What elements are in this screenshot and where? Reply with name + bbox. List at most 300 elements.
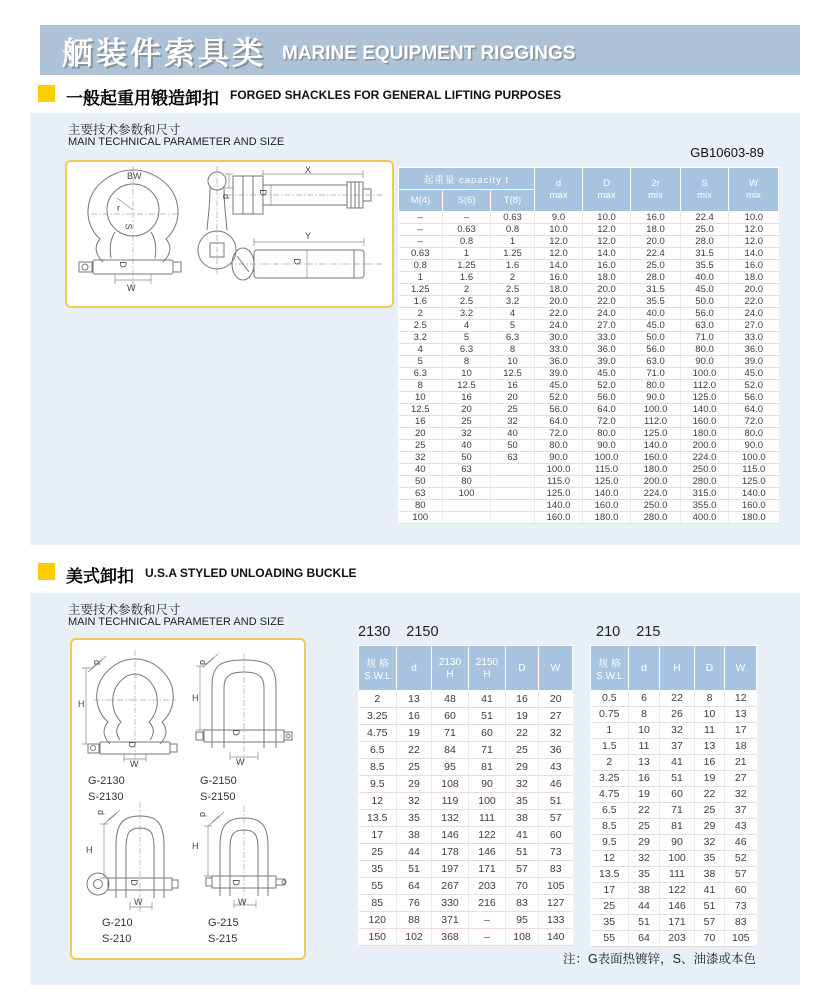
table-cell: 29 [629, 835, 660, 851]
table-cell: 80.0 [729, 428, 779, 440]
table-cell: 83 [725, 915, 757, 931]
table-cell: – [443, 212, 491, 224]
table-cell: 146 [469, 844, 506, 861]
table-cell: 16.0 [535, 272, 583, 284]
table-cell: 56.0 [729, 392, 779, 404]
table-cell: 24.0 [535, 320, 583, 332]
column-header-D: D [506, 646, 539, 691]
table-cell: 25 [506, 742, 539, 759]
table-cell: 0.63 [399, 248, 443, 260]
table-cell: 35 [359, 861, 397, 878]
table-cell: 12 [359, 793, 397, 810]
column-header-2r: 2r mix [631, 168, 681, 212]
table-cell: 41 [695, 883, 725, 899]
table-cell: 1 [443, 248, 491, 260]
param-label-en: MAIN TECHNICAL PARAMETER AND SIZE [68, 136, 285, 148]
page-banner [40, 25, 800, 75]
table-cell: 39.0 [729, 356, 779, 368]
table-row [399, 464, 779, 476]
table-row [591, 899, 757, 915]
table-cell: 112.0 [631, 416, 681, 428]
diagram-caption: G-215 [208, 917, 239, 929]
table-row [591, 819, 757, 835]
dimension-label: D [128, 879, 139, 886]
table-cell: 45.0 [681, 284, 729, 296]
table-cell: 63.0 [681, 320, 729, 332]
table-cell: 203 [660, 931, 695, 947]
table-cell: 127 [539, 895, 573, 912]
table-cell: 8.5 [359, 759, 397, 776]
table-cell: 11 [629, 739, 660, 755]
table-cell: 3.2 [491, 296, 535, 308]
table-cell: 180.0 [681, 428, 729, 440]
table-cell: 22.4 [631, 248, 681, 260]
table-cell: 39.0 [583, 356, 631, 368]
table-cell: 3.25 [359, 708, 397, 725]
table-cell: 16 [399, 416, 443, 428]
table-cell: 22 [506, 725, 539, 742]
table-row [399, 356, 779, 368]
table-row [591, 787, 757, 803]
table-cell [491, 488, 535, 500]
dimension-label: H [86, 845, 93, 855]
table-cell: 18 [725, 739, 757, 755]
table-cell: 71 [660, 803, 695, 819]
table-cell: 85 [359, 895, 397, 912]
table-cell: 4.75 [359, 725, 397, 742]
table-cell: 105 [539, 878, 573, 895]
table-cell: 140 [539, 929, 573, 946]
table-cell: 32 [629, 851, 660, 867]
table-cell: 51 [469, 708, 506, 725]
table-row [399, 344, 779, 356]
section2-panel [30, 593, 800, 985]
table-cell: 0.8 [443, 236, 491, 248]
table-cell: 29 [506, 759, 539, 776]
column-header-D: D max [583, 168, 631, 212]
table-row [359, 776, 573, 793]
table-cell: 29 [397, 776, 432, 793]
table-row [591, 883, 757, 899]
table-row [399, 416, 779, 428]
table-cell: 16 [695, 755, 725, 771]
table-cell: 80.0 [681, 344, 729, 356]
table-cell: 13 [725, 707, 757, 723]
table-cell: 13 [695, 739, 725, 755]
table-cell: 160.0 [583, 500, 631, 512]
table-cell: 57 [539, 810, 573, 827]
table-row [399, 212, 779, 224]
table-cell: 21 [725, 755, 757, 771]
table-cell: 6.3 [443, 344, 491, 356]
table-row [591, 915, 757, 931]
table-cell: 11 [695, 723, 725, 739]
table-cell: 132 [432, 810, 469, 827]
table-cell: 37 [725, 803, 757, 819]
table-cell: 83 [539, 861, 573, 878]
table-row [399, 512, 779, 524]
dimension-label: D [126, 741, 137, 748]
table-cell: 45.0 [729, 368, 779, 380]
table-cell: 178 [432, 844, 469, 861]
table-cell: 12.0 [729, 236, 779, 248]
table-cell: 100.0 [681, 368, 729, 380]
table-cell: 216 [469, 895, 506, 912]
table-cell: 105 [725, 931, 757, 947]
table-row [399, 236, 779, 248]
dimension-label: S [123, 223, 134, 230]
column-header-d: d max [535, 168, 583, 212]
table-cell: 38 [397, 827, 432, 844]
table-cell: 83 [506, 895, 539, 912]
forged-shackle-diagram [67, 162, 392, 306]
table-cell: 32 [397, 793, 432, 810]
table-cell: 32 [660, 723, 695, 739]
section2-title-cn: 美式卸扣 [66, 567, 134, 586]
table-cell: 16 [397, 708, 432, 725]
table-cell: 4 [399, 344, 443, 356]
table-cell: 25 [397, 759, 432, 776]
table-cell: 60 [432, 708, 469, 725]
table-cell: 1.25 [491, 248, 535, 260]
table-cell: 2 [591, 755, 629, 771]
param-label-en: MAIN TECHNICAL PARAMETER AND SIZE [68, 616, 285, 628]
column-header-swl: 规 格 S.W.L [359, 646, 397, 691]
table-cell: 26 [660, 707, 695, 723]
table-cell: 25 [629, 819, 660, 835]
table-cell: 44 [629, 899, 660, 915]
table-cell: 90 [660, 835, 695, 851]
table-row [399, 248, 779, 260]
column-header-S6: S(6) [443, 190, 491, 212]
table-cell: 19 [506, 708, 539, 725]
table-cell: 40 [491, 428, 535, 440]
usa-shackle-table-2130-2150 [358, 645, 573, 946]
table-cell: 2 [399, 308, 443, 320]
table-cell: 20 [399, 428, 443, 440]
table-cell: 100.0 [535, 464, 583, 476]
table-cell: 4 [491, 308, 535, 320]
table-cell: 8 [491, 344, 535, 356]
table-cell [491, 464, 535, 476]
table-row [399, 296, 779, 308]
diagram-caption: G-2130 [88, 775, 125, 787]
table-row [359, 691, 573, 708]
table-cell: 60 [539, 827, 573, 844]
table-cell: 57 [725, 867, 757, 883]
table-cell: 35 [629, 867, 660, 883]
table-row [591, 723, 757, 739]
table-row [399, 392, 779, 404]
dimension-label: W [238, 897, 247, 907]
column-header-swl: 规 格 S.W.L [591, 646, 629, 691]
table-cell: 171 [469, 861, 506, 878]
table-cell: 40 [443, 440, 491, 452]
table-cell: 22.0 [583, 296, 631, 308]
table-cell: 90.0 [681, 356, 729, 368]
table-cell: 70 [695, 931, 725, 947]
table-cell: 41 [660, 755, 695, 771]
table-cell: 115.0 [583, 464, 631, 476]
table-cell: 13.5 [359, 810, 397, 827]
yellow-marker-icon [38, 85, 55, 102]
table-cell: 17 [725, 723, 757, 739]
table-cell: 12.5 [491, 368, 535, 380]
table-cell: 70 [506, 878, 539, 895]
table-cell: 80 [399, 500, 443, 512]
table-cell: 100 [399, 512, 443, 524]
table-cell: 140.0 [535, 500, 583, 512]
table-cell: 2 [443, 284, 491, 296]
table-cell: 22 [397, 742, 432, 759]
table-cell: 18.0 [631, 224, 681, 236]
table-cell: 56.0 [681, 308, 729, 320]
table-cell: 32 [491, 416, 535, 428]
column-header-S: S mix [681, 168, 729, 212]
column-header-capacity: 起重量 capacity t [399, 168, 535, 190]
table-cell: 197 [432, 861, 469, 878]
table-cell: 18.0 [583, 272, 631, 284]
table-row [399, 260, 779, 272]
table-cell: 160.0 [681, 416, 729, 428]
table-cell: 180.0 [631, 464, 681, 476]
column-header-d: d [397, 646, 432, 691]
table-cell: 35 [506, 793, 539, 810]
table-cell: 35 [397, 810, 432, 827]
table-cell: 64.0 [583, 404, 631, 416]
tableA-caption-2150: 2150 [406, 624, 439, 640]
table-cell: 171 [660, 915, 695, 931]
table-cell: 25 [591, 899, 629, 915]
dimension-label: Y [305, 231, 312, 241]
table-cell: 16 [443, 392, 491, 404]
table-cell: 2.5 [399, 320, 443, 332]
table-cell: 8.5 [591, 819, 629, 835]
table-row [399, 284, 779, 296]
table-cell: 20 [491, 392, 535, 404]
table-cell: 6.5 [591, 803, 629, 819]
table-row [591, 931, 757, 947]
table-cell: 1 [491, 236, 535, 248]
table-cell: 16 [629, 771, 660, 787]
table-cell: 200.0 [681, 440, 729, 452]
table-cell: 14.0 [583, 248, 631, 260]
table-cell: 55 [359, 878, 397, 895]
table-cell: 32 [506, 776, 539, 793]
table-cell: 267 [432, 878, 469, 895]
table-cell: 3.2 [443, 308, 491, 320]
table-cell: 5 [443, 332, 491, 344]
table-cell: 22.4 [681, 212, 729, 224]
tableB-caption-215: 215 [636, 624, 661, 640]
table-cell: 29 [695, 819, 725, 835]
dimension-label: d [198, 811, 209, 818]
table-cell: 64 [629, 931, 660, 947]
table-cell: 13.5 [591, 867, 629, 883]
table-cell: 125.0 [535, 488, 583, 500]
table-cell: 160.0 [631, 452, 681, 464]
section2-title [38, 562, 357, 587]
table-cell: 100.0 [583, 452, 631, 464]
table-cell: 64.0 [729, 404, 779, 416]
column-header-2130H: 2130 H [432, 646, 469, 691]
table-cell: 50 [399, 476, 443, 488]
table-cell: 140.0 [631, 440, 681, 452]
dimension-label: d [96, 809, 107, 816]
table-cell: 52.0 [729, 380, 779, 392]
table-cell: 60 [660, 787, 695, 803]
table-cell: 115.0 [729, 464, 779, 476]
table-cell: 16.0 [729, 260, 779, 272]
table-row [359, 793, 573, 810]
table-cell: 20 [443, 404, 491, 416]
table-cell: 80 [443, 476, 491, 488]
table-cell: 25.0 [681, 224, 729, 236]
table-cell: 20.0 [535, 296, 583, 308]
table-cell: 1.25 [399, 284, 443, 296]
table-cell: 10 [695, 707, 725, 723]
table-cell: 80.0 [535, 440, 583, 452]
table-cell: 27 [539, 708, 573, 725]
dimension-label: H [192, 693, 199, 703]
table-row [359, 827, 573, 844]
table-cell [443, 500, 491, 512]
table-cell: 64 [397, 878, 432, 895]
table-cell: 0.75 [591, 707, 629, 723]
table-cell: 50.0 [681, 296, 729, 308]
table-cell: 57 [695, 915, 725, 931]
table-cell: 100.0 [729, 452, 779, 464]
table-cell: 20.0 [583, 284, 631, 296]
table-cell: 13 [629, 755, 660, 771]
usa-shackle-diagram-box [70, 638, 306, 960]
dimension-label: W [127, 283, 136, 293]
table-cell: 280.0 [681, 476, 729, 488]
table-cell: 73 [725, 899, 757, 915]
table-cell: 81 [660, 819, 695, 835]
table-cell: 36 [539, 742, 573, 759]
table-cell: 24.0 [583, 308, 631, 320]
dimension-label: W [134, 897, 143, 907]
table-cell: 24.0 [729, 308, 779, 320]
table-row [359, 929, 573, 946]
table-row [359, 912, 573, 929]
table-cell: 119 [432, 793, 469, 810]
table-cell: 81 [469, 759, 506, 776]
table-row [359, 742, 573, 759]
table-cell: 40.0 [631, 308, 681, 320]
table-cell: 8 [399, 380, 443, 392]
dimension-label: D [117, 261, 128, 268]
table-cell: 27 [725, 771, 757, 787]
table-cell: 9.5 [591, 835, 629, 851]
table-cell: 72.0 [583, 416, 631, 428]
table-cell: 56.0 [631, 344, 681, 356]
table-cell: 0.8 [491, 224, 535, 236]
table-cell: 12.0 [535, 236, 583, 248]
table-cell: 72.0 [729, 416, 779, 428]
table-cell: 28.0 [681, 236, 729, 248]
table-cell: 12 [591, 851, 629, 867]
table-cell: 71 [469, 742, 506, 759]
table-cell: 368 [432, 929, 469, 946]
table-cell: 6.3 [491, 332, 535, 344]
table-cell: 25 [399, 440, 443, 452]
dimension-label: r [117, 203, 120, 213]
table-row [359, 861, 573, 878]
table-cell: 10 [443, 368, 491, 380]
table-row [591, 739, 757, 755]
table-cell: 10 [399, 392, 443, 404]
table-cell: 50 [443, 452, 491, 464]
table-cell: 71 [432, 725, 469, 742]
table-cell: 60 [725, 883, 757, 899]
table-cell: 100.0 [631, 404, 681, 416]
table-cell: 140.0 [583, 488, 631, 500]
table-cell: 3.2 [399, 332, 443, 344]
table-cell: 36.0 [729, 344, 779, 356]
table-cell: 52.0 [583, 380, 631, 392]
table-cell: 64.0 [535, 416, 583, 428]
table-cell: 95 [506, 912, 539, 929]
dimension-label: D [257, 189, 268, 196]
table-cell: 371 [432, 912, 469, 929]
table-cell: 71.0 [681, 332, 729, 344]
table-cell: 51 [695, 899, 725, 915]
table-cell: 280.0 [631, 512, 681, 524]
table-cell: 35.5 [631, 296, 681, 308]
dimension-label: d [198, 659, 209, 666]
table-cell: 120 [359, 912, 397, 929]
table-cell: 9.0 [535, 212, 583, 224]
table-cell [443, 512, 491, 524]
usa-shackle-table-210-215 [590, 645, 757, 947]
dimension-label: X [305, 165, 312, 175]
table-cell: 35 [695, 851, 725, 867]
table-cell: 76 [397, 895, 432, 912]
diagram-caption: S-210 [102, 933, 132, 945]
column-header-M4: M(4) [399, 190, 443, 212]
dimension-label: D [291, 258, 302, 265]
dimension-label: W [236, 757, 245, 767]
table-cell: 10 [629, 723, 660, 739]
table-cell: 22 [660, 691, 695, 707]
table-cell: 112.0 [681, 380, 729, 392]
table-row [591, 771, 757, 787]
table-cell: 100 [443, 488, 491, 500]
section1-title [38, 84, 561, 109]
table-cell [491, 512, 535, 524]
table-cell: 9.5 [359, 776, 397, 793]
forged-shackle-table [398, 167, 779, 524]
table-cell: 8 [629, 707, 660, 723]
table-cell: 52 [725, 851, 757, 867]
table-cell: 51 [539, 793, 573, 810]
tableB-caption-210: 210 [596, 624, 621, 640]
table-cell: 33.0 [583, 332, 631, 344]
table-row [591, 835, 757, 851]
table-cell: 22.0 [535, 308, 583, 320]
table-row [359, 810, 573, 827]
table-cell: 80.0 [631, 380, 681, 392]
table-row [399, 428, 779, 440]
table-row [399, 224, 779, 236]
table-cell: 40.0 [681, 272, 729, 284]
table-cell: 250.0 [631, 500, 681, 512]
table-cell: 1.6 [399, 296, 443, 308]
table-cell: 160.0 [729, 500, 779, 512]
table-cell: 38 [506, 810, 539, 827]
